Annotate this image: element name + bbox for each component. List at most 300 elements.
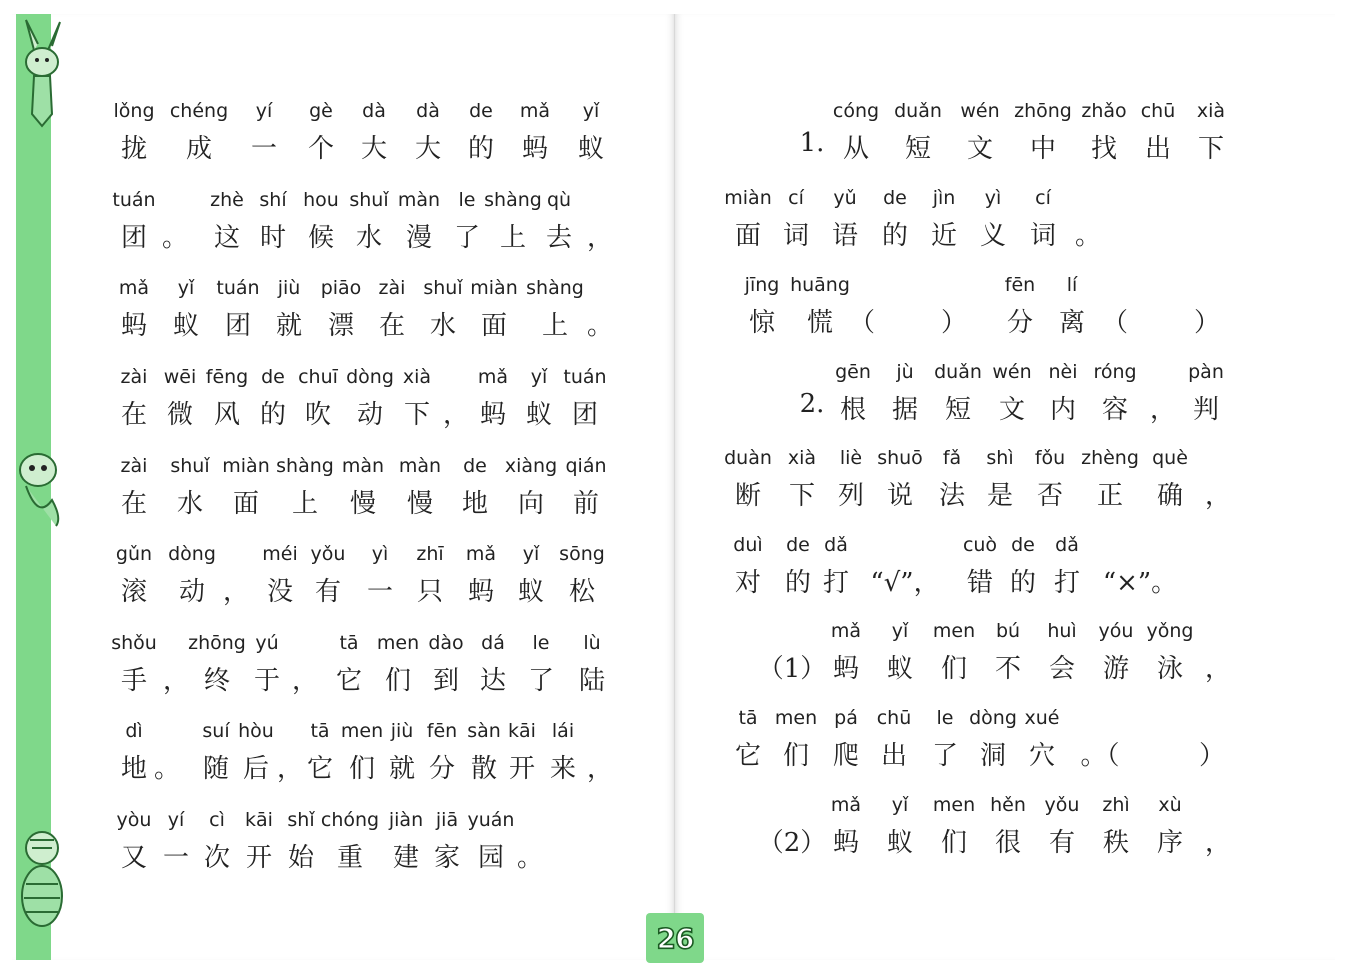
hanzi-character: 就 (275, 311, 303, 341)
hanzi-character: 列 (837, 481, 865, 511)
hanzi-character: 错 (966, 568, 994, 598)
punctuation: ） (1193, 308, 1221, 338)
hanzi-character: 断 (734, 481, 762, 511)
hanzi-character: 下 (403, 400, 431, 430)
hanzi-character: 游 (1102, 654, 1130, 684)
pinyin-syllable: xiàng (504, 455, 558, 477)
punctuation: （2） (757, 828, 827, 858)
hanzi-character: 陆 (578, 666, 606, 696)
pinyin-syllable: miàn (724, 187, 772, 209)
pinyin-syllable: méi (262, 543, 298, 565)
pinyin-syllable: jù (896, 361, 914, 383)
hanzi-character: 们 (940, 654, 968, 684)
hanzi-character: 蚂 (467, 577, 495, 607)
hanzi-character: 的 (467, 134, 495, 164)
pinyin-syllable: cí (1035, 187, 1051, 209)
pinyin-syllable: duì (733, 534, 763, 556)
pinyin-syllable: zài (120, 366, 148, 388)
hanzi-character: 达 (479, 666, 507, 696)
hanzi-character: 大 (414, 134, 442, 164)
pinyin-syllable: dòng (969, 707, 1017, 729)
hanzi-character: 一 (366, 577, 394, 607)
punctuation: ， (1204, 481, 1232, 511)
pinyin-syllable: huì (1047, 620, 1077, 642)
hanzi-character: 它 (306, 754, 334, 784)
punctuation: ， (1204, 654, 1232, 684)
pinyin-syllable: xià (1196, 100, 1226, 122)
punctuation: 。 (153, 754, 181, 784)
pinyin-syllable: shì (986, 447, 1014, 469)
hanzi-character: 蚂 (479, 400, 507, 430)
hanzi-character: 根 (839, 395, 867, 425)
pinyin-syllable: fǒu (1034, 447, 1066, 469)
pinyin-syllable: miàn (470, 277, 518, 299)
pinyin-syllable: chuī (298, 366, 338, 388)
punctuation: ， (1204, 828, 1232, 858)
pinyin-syllable: tuán (563, 366, 607, 388)
hanzi-character: 上 (541, 311, 569, 341)
pinyin-syllable: tā (339, 632, 359, 654)
hanzi-character: 散 (470, 754, 498, 784)
hanzi-character: 风 (213, 400, 241, 430)
hanzi-character: 吹 (304, 400, 332, 430)
punctuation: 。（ (1080, 741, 1120, 771)
pinyin-syllable: xià (402, 366, 432, 388)
pinyin-syllable: de (786, 534, 810, 556)
hanzi-character: 始 (287, 843, 315, 873)
hanzi-character: 蚁 (517, 577, 545, 607)
hanzi-character: 不 (994, 654, 1022, 684)
hanzi-character: 法 (938, 481, 966, 511)
pinyin-syllable: shǒu (111, 632, 157, 654)
hanzi-character: 分 (428, 754, 456, 784)
pinyin-syllable: dì (125, 720, 143, 742)
hanzi-character: 微 (166, 400, 194, 430)
hanzi-character: 大 (360, 134, 388, 164)
hanzi-character: 下 (1197, 134, 1225, 164)
pinyin-syllable: mǎ (465, 543, 497, 565)
hanzi-character: 拢 (120, 134, 148, 164)
hanzi-character: 后 (242, 754, 270, 784)
hanzi-character: 否 (1036, 481, 1064, 511)
hanzi-character: 确 (1156, 481, 1184, 511)
hanzi-character: 家 (433, 843, 461, 873)
hanzi-character: 蚂 (120, 311, 148, 341)
hanzi-character: 漂 (327, 311, 355, 341)
pinyin-syllable: yóu (1098, 620, 1134, 642)
hanzi-character: 泳 (1156, 654, 1184, 684)
pinyin-syllable: lái (551, 720, 575, 742)
pinyin-syllable: zhì (1102, 794, 1130, 816)
pinyin-syllable: hòu (238, 720, 274, 742)
pinyin-syllable: dǎ (824, 534, 848, 556)
pinyin-syllable: yǔ (833, 187, 857, 209)
pinyin-syllable: gè (309, 100, 333, 122)
pinyin-syllable: yú (255, 632, 279, 654)
hanzi-character: 成 (185, 134, 213, 164)
punctuation: ， (586, 754, 614, 784)
punctuation: 1. (799, 128, 825, 158)
hanzi-character: 爬 (832, 741, 860, 771)
pinyin-syllable: jiàn (388, 809, 424, 831)
pinyin-syllable: xù (1158, 794, 1182, 816)
hanzi-character: 说 (886, 481, 914, 511)
pinyin-syllable: de (261, 366, 285, 388)
hanzi-character: 的 (881, 221, 909, 251)
hanzi-character: 只 (416, 577, 444, 607)
hanzi-character: 蚂 (521, 134, 549, 164)
hanzi-character: 的 (1009, 568, 1037, 598)
pinyin-syllable: pá (834, 707, 858, 729)
hanzi-character: 候 (307, 223, 335, 253)
hanzi-character: 前 (572, 489, 600, 519)
pinyin-syllable: duǎn (894, 100, 942, 122)
hanzi-character: 分 (1006, 308, 1034, 338)
pinyin-syllable: lí (1066, 274, 1078, 296)
pinyin-syllable: mǎ (830, 620, 862, 642)
hanzi-character: 是 (986, 481, 1014, 511)
hanzi-character: 蚂 (832, 654, 860, 684)
pinyin-syllable: kāi (245, 809, 273, 831)
hanzi-character: 就 (388, 754, 416, 784)
pinyin-syllable: de (469, 100, 493, 122)
pinyin-syllable: yǒu (1044, 794, 1080, 816)
pinyin-syllable: de (463, 455, 487, 477)
pinyin-syllable: mǎ (118, 277, 150, 299)
pinyin-syllable: yì (984, 187, 1002, 209)
hanzi-character: 水 (355, 223, 383, 253)
hanzi-character: 内 (1049, 395, 1077, 425)
hanzi-character: 出 (880, 741, 908, 771)
hanzi-character: 开 (508, 754, 536, 784)
hanzi-character: 向 (517, 489, 545, 519)
hanzi-character: 它 (335, 666, 363, 696)
hanzi-character: 正 (1096, 481, 1124, 511)
pinyin-syllable: què (1152, 447, 1188, 469)
pinyin-syllable: chū (876, 707, 912, 729)
hanzi-character: 有 (1048, 828, 1076, 858)
hanzi-character: 从 (842, 134, 870, 164)
hanzi-character: 找 (1090, 134, 1118, 164)
pinyin-syllable: men (774, 707, 818, 729)
hanzi-character: 有 (314, 577, 342, 607)
tiger-mascot-icon (12, 812, 72, 942)
punctuation: “×”。 (1102, 568, 1178, 598)
pinyin-syllable: hou (303, 189, 339, 211)
pinyin-syllable: dào (428, 632, 464, 654)
pinyin-syllable: sōng (559, 543, 605, 565)
hanzi-character: 文 (998, 395, 1026, 425)
hanzi-character: 穴 (1028, 741, 1056, 771)
hanzi-character: 们 (384, 666, 412, 696)
pinyin-syllable: yǐ (177, 277, 195, 299)
hanzi-character: 语 (831, 221, 859, 251)
hanzi-character: 去 (545, 223, 573, 253)
punctuation: ， (222, 577, 250, 607)
pinyin-syllable: shí (259, 189, 287, 211)
pinyin-syllable: pàn (1188, 361, 1224, 383)
pinyin-syllable: chū (1140, 100, 1176, 122)
hanzi-character: 水 (176, 489, 204, 519)
hanzi-character: 动 (356, 400, 384, 430)
hanzi-character: 到 (432, 666, 460, 696)
pinyin-syllable: liè (839, 447, 863, 469)
pinyin-syllable: xué (1024, 707, 1060, 729)
pinyin-syllable: jìn (932, 187, 956, 209)
pinyin-syllable: cuò (962, 534, 998, 556)
pinyin-syllable: jiù (277, 277, 301, 299)
pinyin-syllable: zài (120, 455, 148, 477)
raccoon-mascot-icon (12, 440, 72, 530)
page-number-badge (646, 913, 704, 963)
pinyin-syllable: yǒng (1146, 620, 1194, 642)
pinyin-syllable: shàng (484, 189, 542, 211)
hanzi-character: 一 (162, 843, 190, 873)
pinyin-syllable: shàng (276, 455, 334, 477)
pinyin-syllable: men (376, 632, 420, 654)
pinyin-syllable: shuō (877, 447, 923, 469)
hanzi-character: 对 (734, 568, 762, 598)
rabbit-mascot-icon (12, 14, 72, 134)
pinyin-syllable: yòu (116, 809, 152, 831)
punctuation: ） (1198, 741, 1226, 771)
pinyin-syllable: sàn (467, 720, 501, 742)
hanzi-character: 惊 (748, 308, 776, 338)
pinyin-syllable: yuán (467, 809, 515, 831)
pinyin-syllable: nèi (1048, 361, 1078, 383)
pinyin-syllable: cì (209, 809, 225, 831)
hanzi-character: 的 (259, 400, 287, 430)
pinyin-syllable: cóng (832, 100, 880, 122)
hanzi-character: 词 (1029, 221, 1057, 251)
hanzi-character: 们 (782, 741, 810, 771)
hanzi-character: 慢 (349, 489, 377, 519)
punctuation: ， (442, 400, 470, 430)
pinyin-syllable: zhè (210, 189, 244, 211)
pinyin-syllable: dà (362, 100, 386, 122)
pinyin-syllable: dòng (346, 366, 394, 388)
hanzi-character: 蚁 (525, 400, 553, 430)
hanzi-character: 蚁 (886, 828, 914, 858)
hanzi-character: 水 (429, 311, 457, 341)
hanzi-character: 地 (461, 489, 489, 519)
pinyin-syllable: yǐ (522, 543, 540, 565)
pinyin-syllable: shuǐ (170, 455, 210, 477)
page-number: 26 (656, 921, 694, 955)
pinyin-syllable: wén (960, 100, 1000, 122)
pinyin-syllable: de (1011, 534, 1035, 556)
hanzi-character: 个 (307, 134, 335, 164)
hanzi-character: 慢 (406, 489, 434, 519)
hanzi-character: 面 (232, 489, 260, 519)
hanzi-character: 在 (378, 311, 406, 341)
punctuation: “√”， (870, 568, 940, 598)
hanzi-character: 一 (250, 134, 278, 164)
pinyin-syllable: wén (992, 361, 1032, 383)
hanzi-character: 园 (477, 843, 505, 873)
hanzi-character: 蚁 (172, 311, 200, 341)
pinyin-syllable: lù (583, 632, 601, 654)
hanzi-character: 松 (568, 577, 596, 607)
pinyin-syllable: chóng (320, 809, 380, 831)
pinyin-syllable: shuǐ (423, 277, 463, 299)
hanzi-character: 的 (784, 568, 812, 598)
hanzi-character: 时 (259, 223, 287, 253)
pinyin-syllable: yǐ (891, 794, 909, 816)
pinyin-syllable: màn (397, 189, 441, 211)
hanzi-character: 容 (1101, 395, 1129, 425)
hanzi-character: 词 (782, 221, 810, 251)
hanzi-character: 漫 (405, 223, 433, 253)
pinyin-syllable: zhōng (188, 632, 246, 654)
pinyin-syllable: zhèng (1081, 447, 1139, 469)
pinyin-syllable: tuán (112, 189, 156, 211)
pinyin-syllable: tā (310, 720, 330, 742)
hanzi-character: 据 (891, 395, 919, 425)
pinyin-syllable: shuǐ (349, 189, 389, 211)
pinyin-syllable: le (936, 707, 954, 729)
hanzi-character: 洞 (979, 741, 1007, 771)
pinyin-syllable: cí (788, 187, 804, 209)
hanzi-character: 蚂 (832, 828, 860, 858)
hanzi-character: 上 (291, 489, 319, 519)
hanzi-character: 团 (571, 400, 599, 430)
hanzi-character: 离 (1058, 308, 1086, 338)
pinyin-syllable: mǎ (830, 794, 862, 816)
pinyin-syllable: dǎ (1055, 534, 1079, 556)
pinyin-syllable: le (532, 632, 550, 654)
pinyin-syllable: chéng (169, 100, 229, 122)
punctuation: 。 (1074, 221, 1102, 251)
pinyin-syllable: mǎ (477, 366, 509, 388)
pinyin-syllable: yǐ (530, 366, 548, 388)
hanzi-character: 们 (940, 828, 968, 858)
punctuation: ， (291, 666, 319, 696)
hanzi-character: 了 (453, 223, 481, 253)
hanzi-character: 又 (120, 843, 148, 873)
pinyin-syllable: kāi (508, 720, 536, 742)
hanzi-character: 地 (120, 754, 148, 784)
pinyin-syllable: zài (378, 277, 406, 299)
pinyin-syllable: yǒu (310, 543, 346, 565)
hanzi-character: 近 (930, 221, 958, 251)
pinyin-syllable: dà (416, 100, 440, 122)
pinyin-syllable: dòng (168, 543, 216, 565)
pinyin-syllable: men (932, 620, 976, 642)
pinyin-syllable: màn (341, 455, 385, 477)
hanzi-character: 没 (266, 577, 294, 607)
pinyin-syllable: wēi (163, 366, 197, 388)
pinyin-syllable: màn (398, 455, 442, 477)
pinyin-syllable: suí (202, 720, 230, 742)
punctuation: （ (1101, 308, 1129, 338)
pinyin-syllable: le (458, 189, 476, 211)
pinyin-syllable: men (340, 720, 384, 742)
pinyin-syllable: fēn (1004, 274, 1036, 296)
pinyin-syllable: miàn (222, 455, 270, 477)
hanzi-character: 了 (931, 741, 959, 771)
pinyin-syllable: fǎ (942, 447, 962, 469)
hanzi-character: 打 (822, 568, 850, 598)
hanzi-character: 在 (120, 400, 148, 430)
hanzi-character: 在 (120, 489, 148, 519)
pinyin-syllable: zhǎo (1081, 100, 1127, 122)
pinyin-syllable: piāo (320, 277, 362, 299)
pinyin-syllable: xià (787, 447, 817, 469)
hanzi-character: 义 (979, 221, 1007, 251)
pinyin-syllable: yì (371, 543, 389, 565)
pinyin-syllable: shàng (526, 277, 584, 299)
pinyin-syllable: qián (565, 455, 607, 477)
hanzi-character: 了 (527, 666, 555, 696)
hanzi-character: 秩 (1102, 828, 1130, 858)
punctuation: ， (162, 666, 190, 696)
hanzi-character: 团 (224, 311, 252, 341)
hanzi-character: 打 (1053, 568, 1081, 598)
hanzi-character: 们 (348, 754, 376, 784)
pinyin-syllable: fēng (205, 366, 249, 388)
hanzi-character: 终 (203, 666, 231, 696)
pinyin-syllable: duàn (724, 447, 772, 469)
hanzi-character: 团 (120, 223, 148, 253)
hanzi-character: 随 (202, 754, 230, 784)
hanzi-character: 面 (734, 221, 762, 251)
hanzi-character: 手 (120, 666, 148, 696)
punctuation: 。 (586, 311, 614, 341)
pinyin-syllable: tuán (216, 277, 260, 299)
punctuation: ， (1149, 395, 1177, 425)
hanzi-character: 判 (1192, 395, 1220, 425)
hanzi-character: 面 (480, 311, 508, 341)
pinyin-syllable: shǐ (287, 809, 315, 831)
hanzi-character: 蚁 (886, 654, 914, 684)
pinyin-syllable: gǔn (115, 543, 153, 565)
pinyin-syllable: yí (255, 100, 273, 122)
hanzi-character: 滚 (120, 577, 148, 607)
hanzi-character: 蚁 (577, 134, 605, 164)
hanzi-character: 来 (549, 754, 577, 784)
punctuation: ， (586, 223, 614, 253)
pinyin-syllable: hěn (990, 794, 1026, 816)
pinyin-syllable: dá (481, 632, 505, 654)
pinyin-syllable: de (883, 187, 907, 209)
pinyin-syllable: mǎ (519, 100, 551, 122)
hanzi-character: 序 (1156, 828, 1184, 858)
hanzi-character: 短 (904, 134, 932, 164)
pinyin-syllable: gēn (835, 361, 871, 383)
hanzi-character: 次 (203, 843, 231, 873)
hanzi-character: 慌 (806, 308, 834, 338)
hanzi-character: 很 (994, 828, 1022, 858)
pinyin-syllable: jiù (390, 720, 414, 742)
pinyin-syllable: duǎn (934, 361, 982, 383)
pinyin-syllable: zhī (416, 543, 444, 565)
pinyin-syllable: bú (995, 620, 1021, 642)
hanzi-character: 动 (178, 577, 206, 607)
pinyin-syllable: lǒng (113, 100, 155, 122)
hanzi-character: 出 (1144, 134, 1172, 164)
pinyin-syllable: yǐ (891, 620, 909, 642)
hanzi-character: 建 (392, 843, 420, 873)
pinyin-syllable: zhōng (1014, 100, 1072, 122)
hanzi-character: 开 (245, 843, 273, 873)
hanzi-character: 它 (734, 741, 762, 771)
pinyin-syllable: tā (738, 707, 758, 729)
pinyin-syllable: yí (167, 809, 185, 831)
punctuation: 。 (161, 223, 189, 253)
hanzi-character: 这 (213, 223, 241, 253)
hanzi-character: 文 (966, 134, 994, 164)
